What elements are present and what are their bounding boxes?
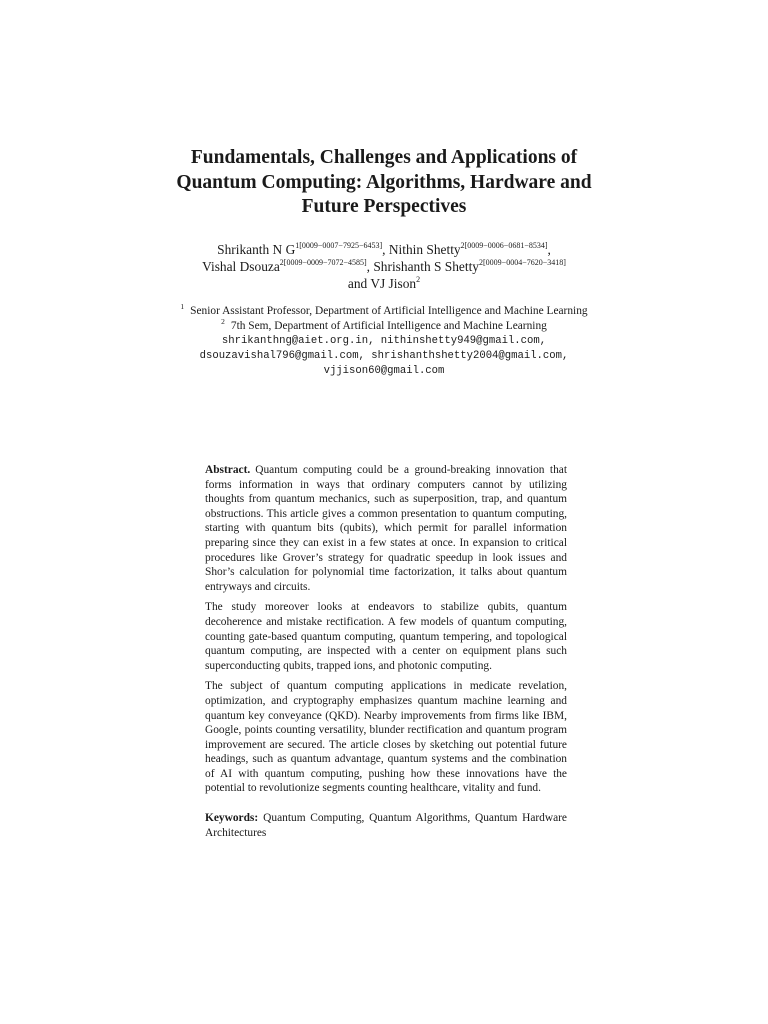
- affiliation-2: [178, 319, 590, 334]
- author-name: and VJ Jison: [347, 276, 417, 291]
- author-separator: ,: [366, 259, 374, 274]
- email-line: vjjison60@gmail.com: [323, 365, 445, 377]
- author-name: Shrishanth S Shetty: [373, 259, 480, 274]
- affiliation-text: Senior Assistant Professor, Department of Artificial Intelligence and Machine Learning: [190, 305, 588, 317]
- abstract-section: [205, 463, 567, 846]
- author-orcid: [0009−0006−0681−8534]: [464, 240, 548, 250]
- affiliation-mark: 2: [221, 317, 225, 327]
- author-orcid: [0009−0007−7925−6453]: [299, 240, 383, 250]
- keywords-text: Quantum Computing, Quantum Algorithms, Quantum Hardware Architectures: [205, 812, 567, 839]
- author-1: [217, 242, 389, 257]
- author-orcid: [0009−0009−7072−4585]: [283, 257, 367, 267]
- affiliations: [178, 304, 590, 379]
- author-orcid: [0009−0004−7620−3418]: [483, 257, 566, 267]
- affiliation-mark: 1: [180, 302, 185, 312]
- author-name: Shrikanth N G: [217, 242, 296, 257]
- author-affiliation-mark: 1: [295, 240, 300, 250]
- author-affiliation-mark: 2: [479, 257, 484, 267]
- author-name: Nithin Shetty: [388, 242, 461, 257]
- author-affiliation-mark: 2: [279, 257, 284, 267]
- affiliation-1: [178, 304, 590, 319]
- abstract-paragraph-1: [205, 463, 567, 594]
- author-2: [389, 242, 551, 257]
- author-separator: ,: [547, 242, 551, 257]
- author-name: Vishal Dsouza: [202, 259, 280, 274]
- author-3: [202, 259, 373, 274]
- abstract-paragraph-2: The study moreover looks at endeavors to stabilize qubits, quantum decoherence and mistake rectification. A few models of quantum computing, counting gate-based quantum computing, quantum tempering, and topological quantum computing, are inspected with a center on equipment plans such superconducting qubits, trapped ions, and photonic computing.: [205, 601, 567, 672]
- abstract-label: Abstract.: [205, 464, 251, 476]
- author-4: [373, 259, 566, 274]
- keywords-label: Keywords:: [205, 812, 259, 825]
- author-list: [120, 241, 648, 292]
- author-affiliation-mark: 2: [460, 240, 465, 250]
- affiliation-text: 7th Sem, Department of Artificial Intelligence and Machine Learning: [230, 320, 547, 332]
- paper-title: Fundamentals, Challenges and Applications of Quantum Computing: Algorithms, Hardware and Future Perspectives: [176, 147, 592, 217]
- author-separator: ,: [382, 242, 389, 257]
- email-line: shrikanthng@aiet.org.in, nithinshetty949@gmail.com,: [221, 335, 547, 347]
- keywords: [205, 811, 567, 840]
- abstract-text: Quantum computing could be a ground-breaking innovation that forms information in ways that ordinary computers cannot by utilizing thoughts from quantum mechanics, such as superposition, trap, and quantum obstructions. This article gives a common presentation to quantum computing, starting with quantum bits (qubits), which permit for parallel information preparing since they can exist in a few states at once. In expansion to critical procedures like Grover’s strategy for quadratic speedup in look issues and Shor’s calculation for polynomial time factorization, it talks about quantum entryways and circuits.: [205, 464, 567, 593]
- abstract-paragraph-3: The subject of quantum computing applications in medicate revelation, optimization, and cryptography emphasizes quantum machine learning and quantum key conveyance (QKD). Nearby improvements from firms like IBM, Google, points counting versatility, blunder rectification and quantum program improvement are secured. The article closes by sketching out potential future headings, such as quantum advantage, quantum systems and the combination of AI with quantum computing, pushing how these innovations have the potential to revolutionize segments counting healthcare, vitality and fund.: [205, 680, 567, 795]
- email-line: dsouzavishal796@gmail.com, shrishanthshetty2004@gmail.com,: [199, 350, 569, 362]
- author-affiliation-mark: 2: [416, 274, 421, 284]
- author-5: [348, 276, 420, 291]
